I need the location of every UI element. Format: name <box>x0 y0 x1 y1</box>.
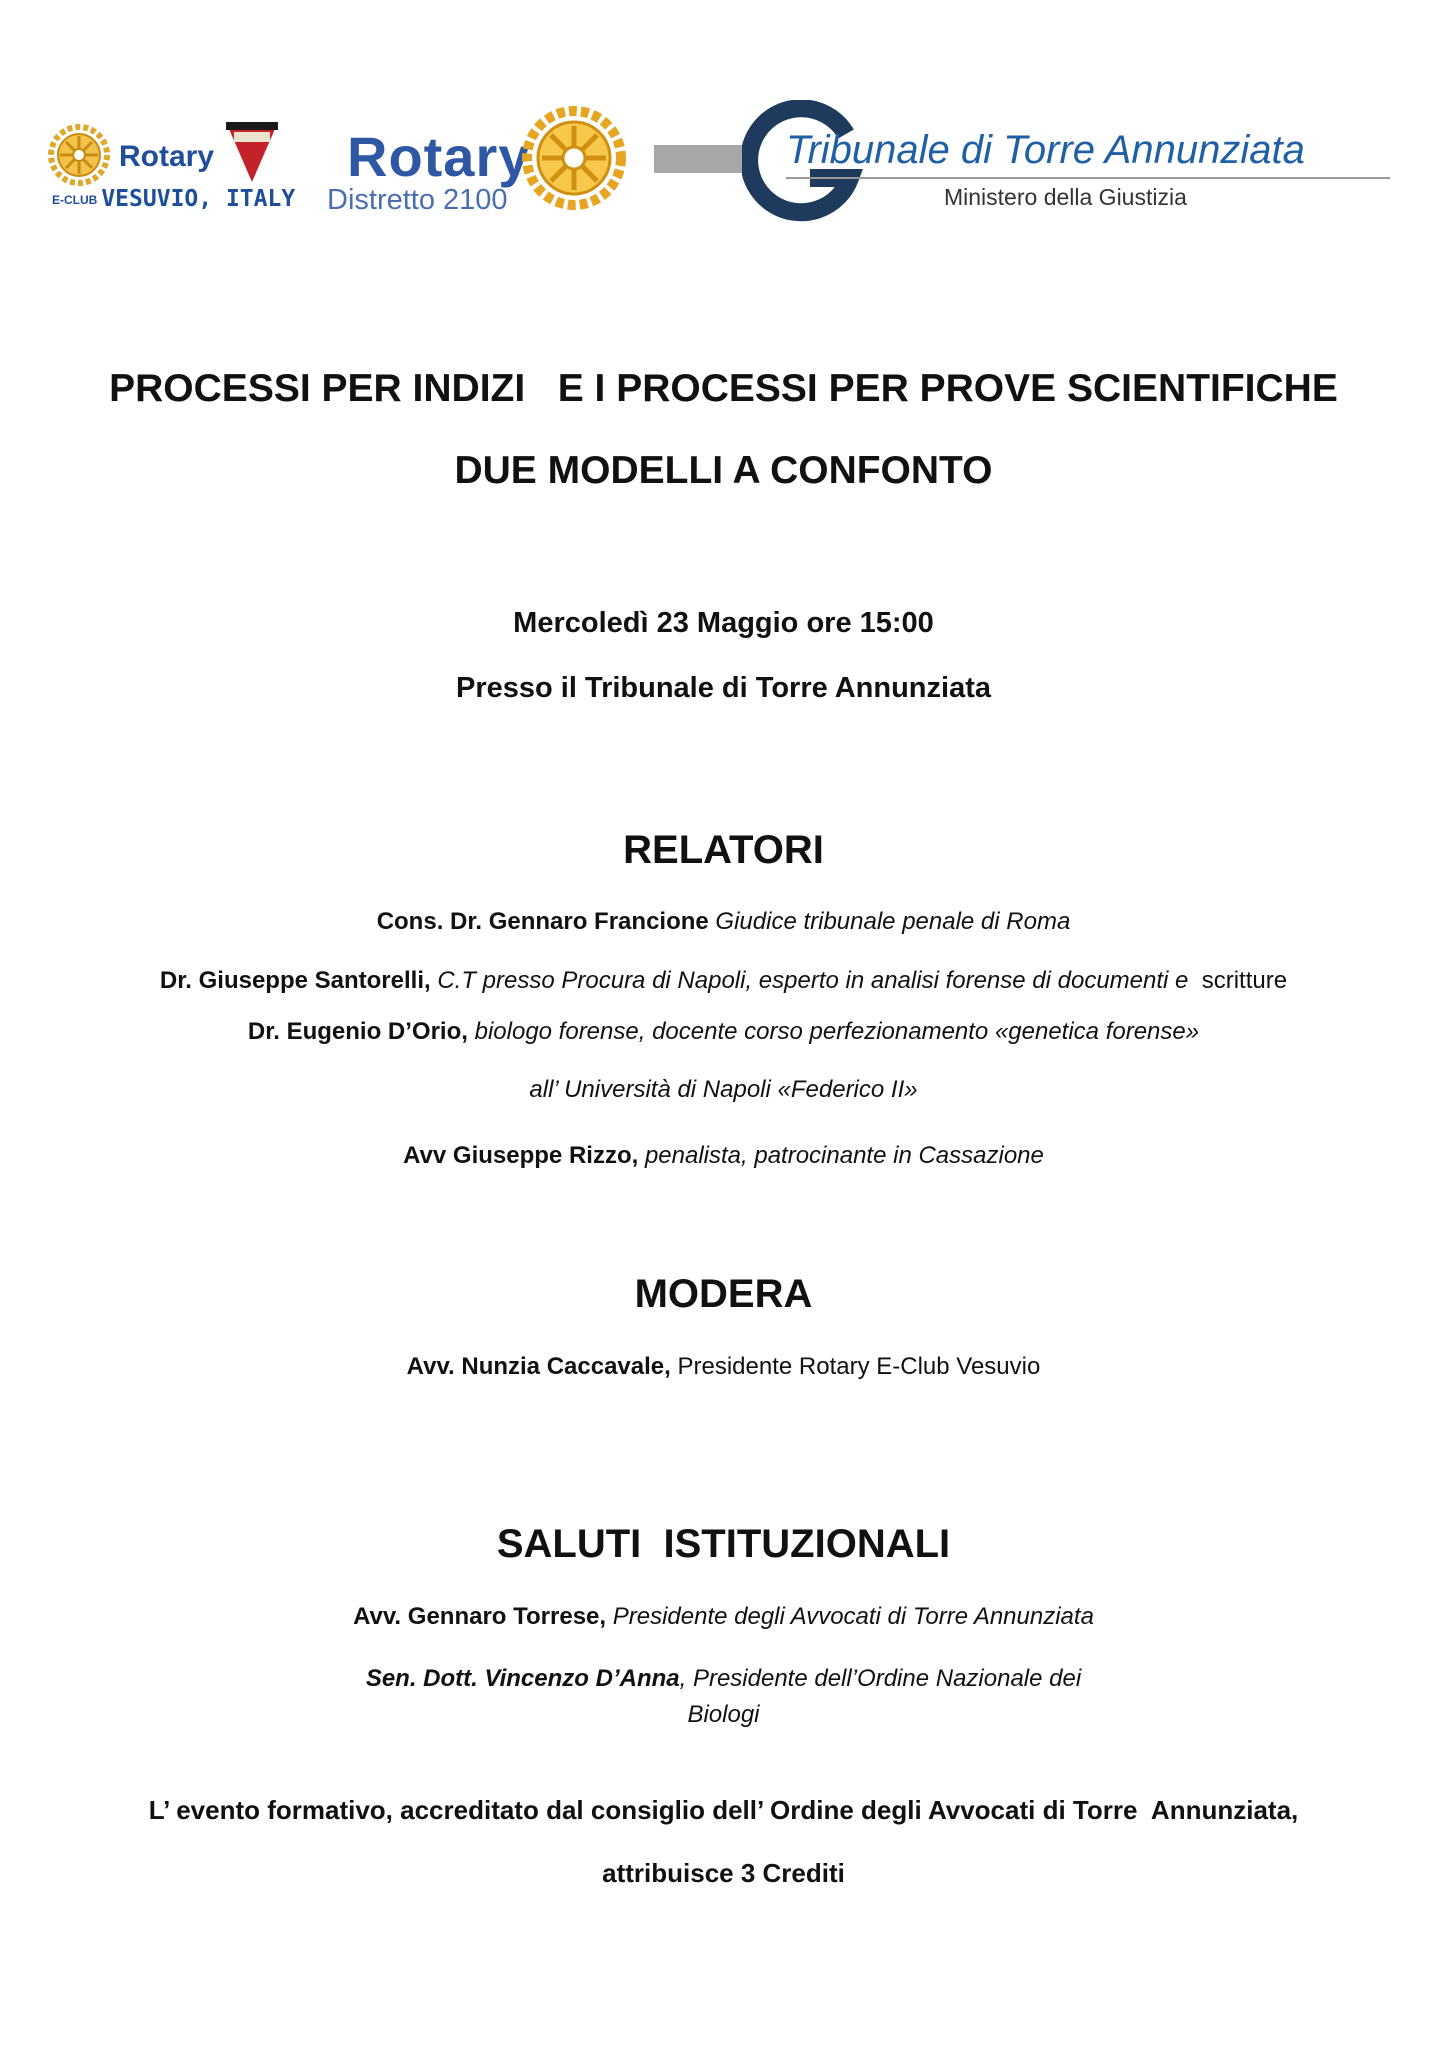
speaker-3: Dr. Eugenio D’Orio, biologo forense, docente corso perfezionamento «genetica forense» <box>247 1018 1200 1045</box>
tribunal-ministry: Ministero della Giustizia <box>944 184 1187 210</box>
logo-divider-bar <box>654 145 744 173</box>
speaker-2: Dr. Giuseppe Santorelli, C.T presso Procura di Napoli, esperto in analisi forense di documenti e scritture <box>159 967 1288 994</box>
title-line-2: DUE MODELLI A CONFONTO <box>454 449 993 492</box>
speaker-1: Cons. Dr. Gennaro Francione Giudice tribunale penale di Roma <box>376 908 1071 935</box>
greeting-1: Avv. Gennaro Torrese, Presidente degli Avvocati di Torre Annunziata <box>353 1603 1094 1630</box>
tribunal-name: Tribunale di Torre Annunziata <box>786 128 1305 172</box>
speaker-4: Avv Giuseppe Rizzo, penalista, patrocinante in Cassazione <box>403 1142 1044 1169</box>
district-logo-name: Rotary <box>347 125 531 188</box>
rotary-wheel-icon <box>48 124 110 191</box>
event-place: Presso il Tribunale di Torre Annunziata <box>456 672 991 704</box>
rotary-international-wheel-icon <box>522 106 626 215</box>
relatori-heading: RELATORI <box>623 828 824 872</box>
modera-heading: MODERA <box>634 1272 813 1316</box>
eclub-logo-name: Rotary <box>119 140 215 173</box>
district-logo-number: Distretto 2100 <box>327 184 508 216</box>
title-line-1: PROCESSI PER INDIZI E I PROCESSI PER PROVE SCIENTIFICHE <box>109 367 1338 410</box>
tribunal-underline <box>786 177 1390 179</box>
credits-note-line-1: L’ evento formativo, accreditato dal consiglio dell’ Ordine degli Avvocati di Torre Annunziata, <box>148 1795 1299 1825</box>
eclub-logo-place: E-CLUB VESUVIO, ITALY <box>52 186 296 212</box>
moderator: Avv. Nunzia Caccavale, Presidente Rotary E-Club Vesuvio <box>406 1353 1041 1380</box>
vesuvio-pennant-icon <box>224 120 280 189</box>
speaker-3-affiliation: all’ Università di Napoli «Federico II» <box>529 1076 918 1103</box>
credits-note-line-2: attribuisce 3 Crediti <box>602 1858 845 1888</box>
event-date: Mercoledì 23 Maggio ore 15:00 <box>513 607 934 639</box>
greeting-2-continuation: Biologi <box>687 1701 760 1728</box>
greeting-2: Sen. Dott. Vincenzo D’Anna, Presidente dell’Ordine Nazionale dei <box>365 1665 1082 1692</box>
saluti-heading: SALUTI ISTITUZIONALI <box>496 1522 951 1566</box>
